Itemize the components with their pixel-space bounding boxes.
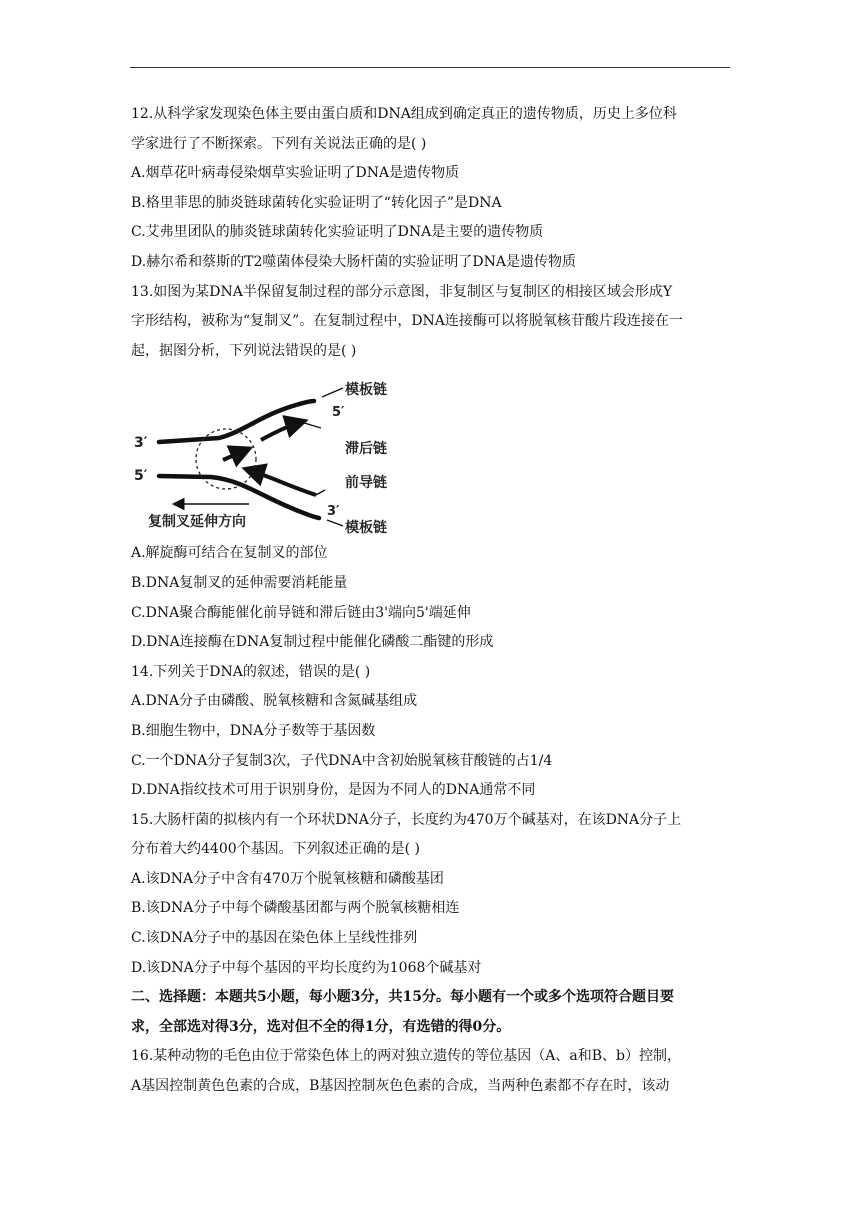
q12-option-a: A.烟草花叶病毒侵染烟草实验证明了DNA是遗传物质 xyxy=(131,165,460,182)
section-2-line-1: 二、选择题：本题共5小题，每小题3分，共15分。每小题有一个或多个选项符合题目要 xyxy=(131,989,674,1006)
replication-fork-diagram xyxy=(131,370,421,537)
question-15 xyxy=(131,806,731,984)
q13-stem-line-1: 13.如图为某DNA半保留复制过程的部分示意图，非复制区与复制区的相接区域会形成Y xyxy=(131,283,673,300)
label-bottom-3prime: 3′ xyxy=(327,504,340,520)
label-top-5prime: 5′ xyxy=(332,405,345,421)
q12-stem-line-2: 学家进行了不断探索。下列有关说法正确的是( ) xyxy=(131,135,427,152)
lower-template-strand xyxy=(159,476,319,518)
lagging-fragment-2 xyxy=(261,422,301,440)
q15-option-d: D.该DNA分子中每个基因的平均长度约为1068个碱基对 xyxy=(131,959,482,976)
q12-option-b: B.格里菲思的肺炎链球菌转化实验证明了“转化因子”是DNA xyxy=(131,194,502,211)
q13-option-b: B.DNA复制叉的延伸需要消耗能量 xyxy=(131,574,348,591)
template-top-leader-line xyxy=(322,388,343,397)
q15-stem-line-1: 15.大肠杆菌的拟核内有一个环状DNA分子，长度约为470万个碱基对，在该DNA分子上 xyxy=(131,811,682,828)
header-rule xyxy=(130,67,730,68)
section-2-heading xyxy=(131,983,731,1042)
label-template-bottom: 模板链 xyxy=(345,520,387,537)
leading-leader-line xyxy=(316,490,325,495)
q15-option-a: A.该DNA分子中含有470万个脱氧核糖和磷酸基团 xyxy=(131,870,444,887)
q15-stem-line-2: 分布着大约4400个基因。下列叙述正确的是( ) xyxy=(131,841,421,858)
q16-stem-line-2: A基因控制黄色色素的合成，B基因控制灰色色素的合成，当两种色素都不存在时，该动 xyxy=(131,1078,670,1095)
q12-stem-line-1: 12.从科学家发现染色体主要由蛋白质和DNA组成到确定真正的遗传物质，历史上多位科 xyxy=(131,106,677,122)
upper-template-strand xyxy=(159,401,314,442)
label-left-5prime: 5′ xyxy=(134,468,148,485)
q13-option-c: C.DNA聚合酶能催化前导链和滞后链由3'端向5'端延伸 xyxy=(131,604,471,621)
q13-stem-line-3: 起，据图分析，下列说法错误的是( ) xyxy=(131,342,357,359)
label-fork-direction: 复制叉延伸方向 xyxy=(148,514,246,531)
question-16 xyxy=(131,1042,731,1101)
label-leading-strand: 前导链 xyxy=(345,475,387,492)
q13-option-a: A.解旋酶可结合在复制叉的部位 xyxy=(131,545,328,562)
label-template-top: 模板链 xyxy=(345,382,387,399)
template-bottom-leader-line xyxy=(327,520,343,526)
q14-option-d: D.DNA指纹技术可用于识别身份，是因为不同人的DNA通常不同 xyxy=(131,782,536,799)
q15-option-b: B.该DNA分子中每个磷酸基团都与两个脱氧核糖相连 xyxy=(131,900,460,917)
lagging-fragment-1 xyxy=(223,450,246,460)
section-2-line-2: 求，全部选对得3分，选对但不全的得1分，有选错的得0分。 xyxy=(131,1018,511,1035)
exam-page-content xyxy=(131,100,731,1102)
label-left-3prime: 3′ xyxy=(134,435,148,452)
q15-option-c: C.该DNA分子中的基因在染色体上呈线性排列 xyxy=(131,930,418,947)
q14-option-c: C.一个DNA分子复制3次，子代DNA中含初始脱氧核苷酸链的占1/4 xyxy=(131,752,553,769)
q14-option-b: B.细胞生物中，DNA分子数等于基因数 xyxy=(131,722,376,739)
replication-fork-figure xyxy=(131,370,421,537)
q13-stem-line-2: 字形结构，被称为“复制叉”。在复制过程中，DNA连接酶可以将脱氧核苷酸片段连接在一 xyxy=(131,313,683,330)
q12-option-c: C.艾弗里团队的肺炎链球菌转化实验证明了DNA是主要的遗传物质 xyxy=(131,224,544,241)
q14-option-a: A.DNA分子由磷酸、脱氧核糖和含氮碱基组成 xyxy=(131,693,418,710)
q13-option-d: D.DNA连接酶在DNA复制过程中能催化磷酸二酯键的形成 xyxy=(131,634,494,651)
q16-stem-line-1: 16.某种动物的毛色由位于常染色体上的两对独立遗传的等位基因（A、a和B、b）控制， xyxy=(131,1048,681,1065)
question-13 xyxy=(131,278,731,658)
label-lagging-strand: 滞后链 xyxy=(345,441,387,458)
question-12 xyxy=(131,100,731,278)
q14-stem-line-1: 14.下列关于DNA的叙述，错误的是( ) xyxy=(131,663,371,680)
question-14 xyxy=(131,658,731,806)
q12-option-d: D.赫尔希和蔡斯的T2噬菌体侵染大肠杆菌的实验证明了DNA是遗传物质 xyxy=(131,253,577,270)
lagging-leader-line xyxy=(301,422,321,428)
